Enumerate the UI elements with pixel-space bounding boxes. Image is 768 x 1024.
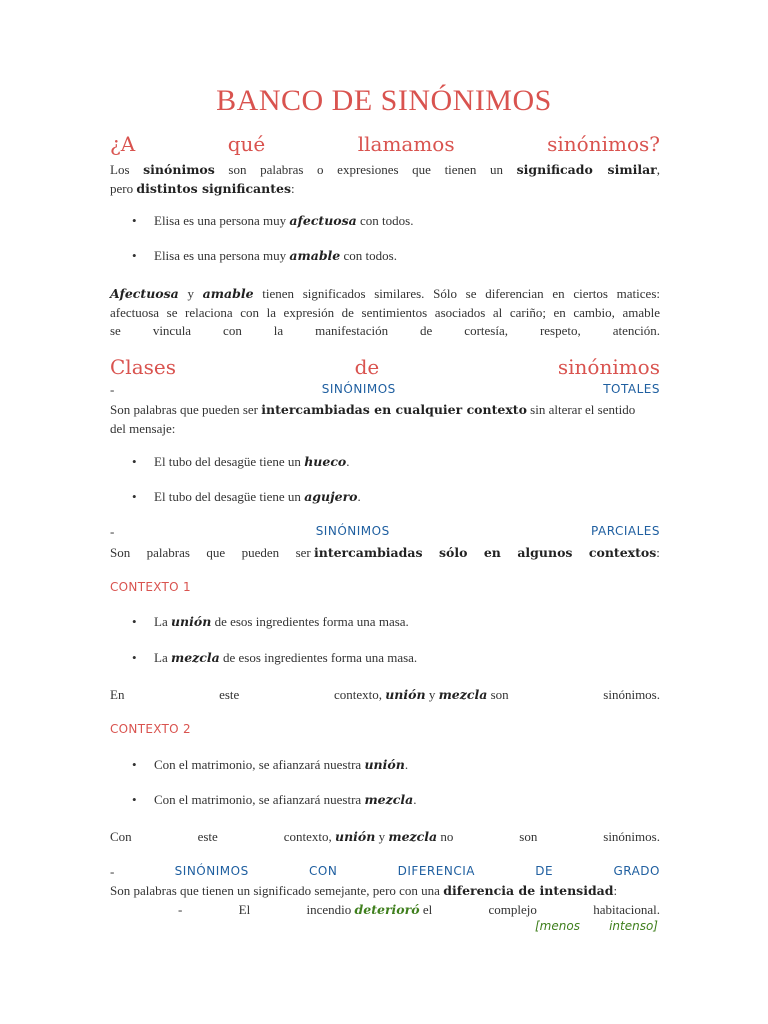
subheading-grado: - SINÓNIMOS CON DIFERENCIA DE GRADO xyxy=(110,864,660,879)
context-label: CONTEXTO 2 xyxy=(110,722,191,736)
paragraph-line: Con este contexto, unión y mezcla no son sinónimos. xyxy=(110,829,660,844)
list-item: • La unión de esos ingredientes forma una masa. xyxy=(132,614,409,629)
paragraph-line: Son palabras que pueden ser intercambiadas sólo en algunos contextos: xyxy=(110,545,660,560)
list-item: • El tubo del desagüe tiene un hueco. xyxy=(132,454,350,469)
paragraph-line: Son palabras que pueden ser intercambiadas en cualquier contexto sin alterar el sentido xyxy=(110,402,636,417)
subheading-totales: - SINÓNIMOS TOTALES xyxy=(110,382,660,397)
paragraph-line: se vincula con la manifestación de cortesía, respeto, atención. xyxy=(110,323,660,338)
paragraph-line: Afectuosa y amable tienen significados similares. Sólo se diferencian en ciertos matices: xyxy=(110,286,660,301)
list-item: • Con el matrimonio, se afianzará nuestra unión. xyxy=(132,757,409,772)
list-item: • El tubo del desagüe tiene un agujero. xyxy=(132,489,361,504)
page-title: BANCO DE SINÓNIMOS xyxy=(216,84,552,117)
paragraph-line: Son palabras que tienen un significado semejante, pero con una diferencia de intensidad: xyxy=(110,883,618,898)
list-item: • Con el matrimonio, se afianzará nuestra mezcla. xyxy=(132,792,417,807)
section-heading-clases: Clases de sinónimos xyxy=(110,355,660,379)
subheading-parciales: - SINÓNIMOS PARCIALES xyxy=(110,524,660,539)
paragraph-line: En este contexto, unión y mezcla son sinónimos. xyxy=(110,687,660,702)
context-label: CONTEXTO 1 xyxy=(110,580,191,594)
list-item: • Elisa es una persona muy amable con todos. xyxy=(132,248,397,263)
paragraph-line: afectuosa se relaciona con la expresión de sentimientos asociados al cariño; en cambio, amable xyxy=(110,305,660,320)
section-heading-sinonimos: ¿A qué llamamos sinónimos? xyxy=(110,132,660,156)
example-line: - El incendio deterioró el complejo habitacional. xyxy=(178,902,660,917)
intro-paragraph-line2: pero distintos significantes: xyxy=(110,181,295,196)
intro-paragraph-line1: Los sinónimos son palabras o expresiones que tienen un significado similar, xyxy=(110,162,661,177)
paragraph-line: del mensaje: xyxy=(110,421,176,436)
list-item: • La mezcla de esos ingredientes forma una masa. xyxy=(132,650,418,665)
list-item: • Elisa es una persona muy afectuosa con todos. xyxy=(132,213,414,228)
intensity-note: [menos intenso] xyxy=(535,919,658,933)
